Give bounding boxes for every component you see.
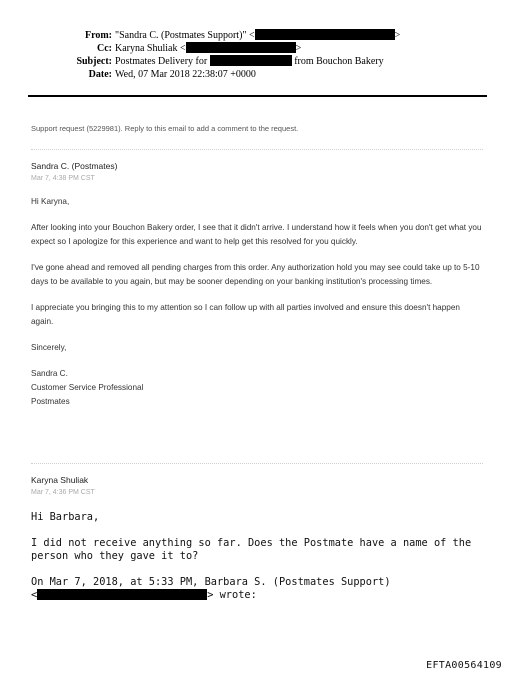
redaction-block <box>210 55 292 66</box>
support-request-line: Support request (5229981). Reply to this email to add a comment to the request. <box>31 124 299 133</box>
signature-name: Sandra C. <box>31 369 68 378</box>
document-id: EFTA00564109 <box>426 660 502 671</box>
redaction-block <box>37 589 207 600</box>
message-body <box>31 195 483 409</box>
greeting: Hi Karyna, <box>31 197 70 206</box>
from-value: "Sandra C. (Postmates Support)" < <box>115 30 255 41</box>
greeting: Hi Barbara, <box>31 511 100 523</box>
redaction-block <box>255 29 395 40</box>
paragraph: After looking into your Bouchon Bakery order, I see that it didn't arrive. I understand how it feels when you don't get what you expect so I apologize for this experience and want to help get this resolved for you quickly. <box>31 223 482 246</box>
date-value: Wed, 07 Mar 2018 22:38:07 +0000 <box>115 69 256 80</box>
message-divider <box>31 463 483 464</box>
message-divider <box>31 149 483 150</box>
date-row <box>0 68 512 81</box>
from-tail: > <box>394 30 401 41</box>
cc-row <box>0 42 512 55</box>
quote-prefix: < <box>31 589 38 601</box>
from-row <box>0 29 512 42</box>
closing: Sincerely, <box>31 343 67 352</box>
redaction-block <box>186 42 296 53</box>
cc-label: Cc: <box>97 43 112 54</box>
subject-tail: from Bouchon Bakery <box>294 56 384 67</box>
cc-tail: > <box>295 43 302 54</box>
signature-title: Customer Service Professional <box>31 383 144 392</box>
header-divider <box>28 95 487 97</box>
paragraph: I appreciate you bringing this to my attention so I can follow up with all parties involved and ensure this doesn't happen again. <box>31 303 460 326</box>
from-label: From: <box>84 30 112 41</box>
date-label: Date: <box>88 69 112 80</box>
paragraph: I did not receive anything so far. Does the Postmate have a name of the person who they gave it to? <box>31 537 472 562</box>
signature-company: Postmates <box>31 397 70 406</box>
message-author: Sandra C. (Postmates) <box>31 161 118 171</box>
quote-address <box>31 589 491 602</box>
paragraph: I've gone ahead and removed all pending charges from this order. Any authorization hold you may see could take up to 5-10 days to be available to you again, but may be sooner depending on your banking institution's processing times. <box>31 263 480 286</box>
cc-value: Karyna Shuliak < <box>115 43 186 54</box>
message-timestamp: Mar 7, 4:36 PM CST <box>31 489 95 496</box>
subject-row <box>0 55 512 68</box>
quote-header: On Mar 7, 2018, at 5:33 PM, Barbara S. (Postmates Support) <box>31 576 391 588</box>
subject-value: Postmates Delivery for <box>115 56 208 67</box>
message-timestamp: Mar 7, 4:38 PM CST <box>31 175 95 182</box>
subject-label: Subject: <box>76 56 112 67</box>
message-author: Karyna Shuliak <box>31 475 89 485</box>
quote-suffix: > wrote: <box>207 589 257 601</box>
reply-body <box>31 511 491 602</box>
